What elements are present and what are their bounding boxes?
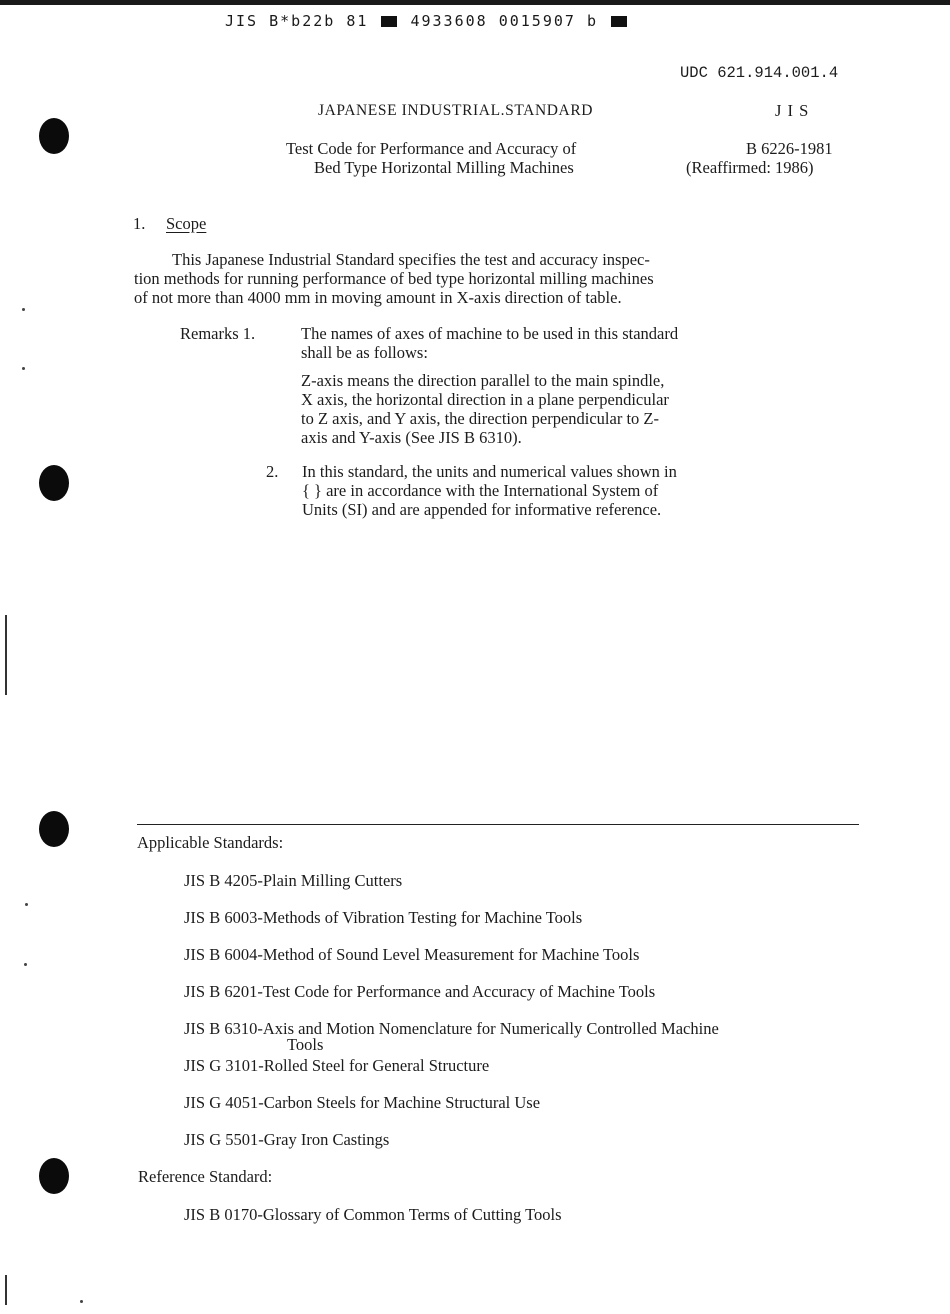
scope-line: of not more than 4000 mm in moving amount in X-axis direction of table. <box>134 288 622 307</box>
section-heading-scope: Scope <box>166 214 207 233</box>
remark-1-detail <box>301 371 669 447</box>
document-code <box>225 12 629 30</box>
remark-2 <box>302 462 677 519</box>
remark-line: shall be as follows: <box>301 343 428 362</box>
remark-1 <box>301 324 678 362</box>
scan-speck <box>22 367 25 370</box>
applicable-standard-item-continuation: Tools <box>287 1035 324 1054</box>
scope-line: This Japanese Industrial Standard specifies the test and accuracy inspec- <box>172 250 650 269</box>
applicable-standard-item: JIS G 3101-Rolled Steel for General Structure <box>184 1056 490 1075</box>
remark-line: X axis, the horizontal direction in a plane perpendicular <box>301 390 669 409</box>
applicable-standard-item: JIS B 4205-Plain Milling Cutters <box>184 871 403 890</box>
binder-hole-3 <box>39 811 69 847</box>
remark-line: to Z axis, and Y axis, the direction perpendicular to Z- <box>301 409 659 428</box>
footnote-divider <box>137 824 859 825</box>
remark-line: Z-axis means the direction parallel to the main spindle, <box>301 371 665 390</box>
section-number: 1. <box>133 214 146 233</box>
reference-standard-heading: Reference Standard: <box>138 1167 273 1186</box>
applicable-standard-item: JIS B 6310-Axis and Motion Nomenclature for Numerically Controlled Machine <box>184 1019 719 1038</box>
document-code-part1: JIS B*b22b 81 <box>225 12 369 30</box>
scan-edge-line <box>5 1275 7 1305</box>
scope-line: tion methods for running performance of bed type horizontal milling machines <box>134 269 654 288</box>
remark-line: Units (SI) and are appended for informative reference. <box>302 500 662 519</box>
document-code-part2: 4933608 0015907 b <box>410 12 598 30</box>
applicable-standard-item: JIS G 5501-Gray Iron Castings <box>184 1130 390 1149</box>
remark-line: { } are in accordance with the International System of <box>302 481 659 500</box>
scan-speck <box>80 1300 83 1303</box>
document-title-line1: Test Code for Performance and Accuracy of <box>286 139 577 158</box>
reference-standard-item: JIS B 0170-Glossary of Common Terms of Cutting Tools <box>184 1205 562 1224</box>
remarks-label: Remarks 1. <box>180 324 256 343</box>
redaction-block-icon <box>611 16 627 27</box>
remark-line: axis and Y-axis (See JIS B 6310). <box>301 428 522 447</box>
scope-paragraph <box>134 250 654 307</box>
applicable-standard-item: JIS B 6003-Methods of Vibration Testing for Machine Tools <box>184 908 583 927</box>
reaffirmed-date: (Reaffirmed: 1986) <box>686 158 814 177</box>
applicable-standard-item: JIS B 6004-Method of Sound Level Measurement for Machine Tools <box>184 945 640 964</box>
remark-line: The names of axes of machine to be used in this standard <box>301 324 679 343</box>
udc-number: UDC 621.914.001.4 <box>680 64 839 82</box>
scan-speck <box>22 308 25 311</box>
binder-hole-4 <box>39 1158 69 1194</box>
binder-hole-2 <box>39 465 69 501</box>
binder-hole-1 <box>39 118 69 154</box>
applicable-standard-item: JIS G 4051-Carbon Steels for Machine Structural Use <box>184 1093 541 1112</box>
redaction-block-icon <box>381 16 397 27</box>
document-title-line2: Bed Type Horizontal Milling Machines <box>314 158 574 177</box>
scan-speck <box>24 963 27 966</box>
applicable-standard-item: JIS B 6201-Test Code for Performance and Accuracy of Machine Tools <box>184 982 656 1001</box>
scan-top-border <box>0 0 950 5</box>
scan-edge-line <box>5 615 7 695</box>
remark-line: In this standard, the units and numerical values shown in <box>302 462 677 481</box>
applicable-standards-heading: Applicable Standards: <box>137 833 284 852</box>
standard-name: JAPANESE INDUSTRIAL.STANDARD <box>318 102 594 119</box>
jis-mark: J I S <box>775 101 810 120</box>
standard-number: B 6226-1981 <box>746 139 833 158</box>
remark-2-number: 2. <box>266 462 279 481</box>
scan-speck <box>25 903 28 906</box>
